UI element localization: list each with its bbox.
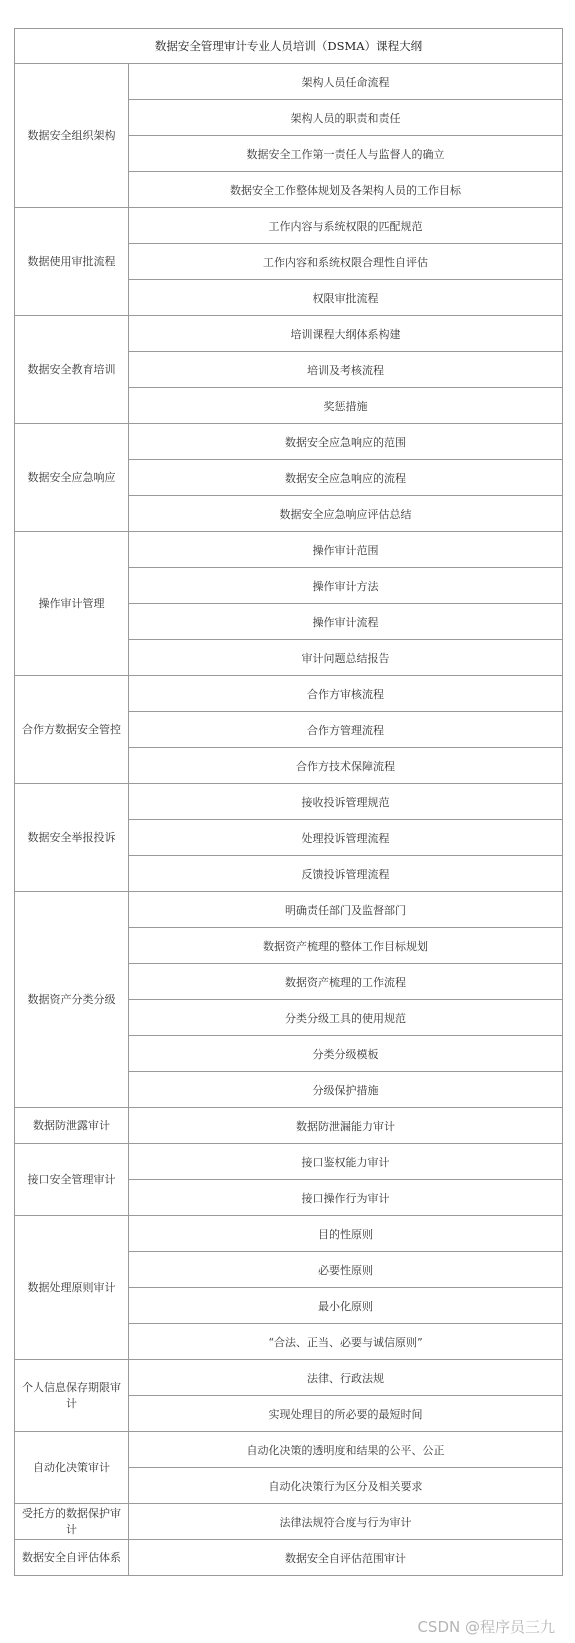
table-row: [15, 784, 563, 820]
table-row: [15, 424, 563, 460]
table-row: [15, 316, 563, 352]
topic-cell: 操作审计范围: [129, 532, 563, 568]
category-cell: 数据使用审批流程: [15, 208, 129, 316]
category-cell: 数据安全应急响应: [15, 424, 129, 532]
table-row: [15, 1540, 563, 1576]
table-row: [15, 892, 563, 928]
topic-cell: 最小化原则: [129, 1288, 563, 1324]
category-cell: 数据处理原则审计: [15, 1216, 129, 1360]
topic-cell: 处理投诉管理流程: [129, 820, 563, 856]
table-row: [15, 1108, 563, 1144]
table-row: [15, 532, 563, 568]
topic-cell: 权限审批流程: [129, 280, 563, 316]
category-cell: 合作方数据安全管控: [15, 676, 129, 784]
category-cell: 自动化决策审计: [15, 1432, 129, 1504]
table-body: [15, 64, 563, 1576]
topic-cell: 分类分级工具的使用规范: [129, 1000, 563, 1036]
topic-cell: 数据资产梳理的工作流程: [129, 964, 563, 1000]
category-cell: 受托方的数据保护审计: [15, 1504, 129, 1540]
topic-cell: 工作内容和系统权限合理性自评估: [129, 244, 563, 280]
topic-cell: 工作内容与系统权限的匹配规范: [129, 208, 563, 244]
topic-cell: 自动化决策行为区分及相关要求: [129, 1468, 563, 1504]
topic-cell: 架构人员任命流程: [129, 64, 563, 100]
table-row: [15, 64, 563, 100]
category-cell: 数据安全自评估体系: [15, 1540, 129, 1576]
category-cell: 个人信息保存期限审计: [15, 1360, 129, 1432]
table-row: [15, 1504, 563, 1540]
topic-cell: 数据资产梳理的整体工作目标规划: [129, 928, 563, 964]
table-title: 数据安全管理审计专业人员培训（DSMA）课程大纲: [15, 29, 563, 64]
category-cell: 接口安全管理审计: [15, 1144, 129, 1216]
syllabus-table: [14, 28, 563, 1576]
topic-cell: 合作方管理流程: [129, 712, 563, 748]
table-row: [15, 1144, 563, 1180]
category-cell: 数据安全组织架构: [15, 64, 129, 208]
topic-cell: 审计问题总结报告: [129, 640, 563, 676]
topic-cell: 数据安全工作整体规划及各架构人员的工作目标: [129, 172, 563, 208]
category-cell: 操作审计管理: [15, 532, 129, 676]
topic-cell: 数据安全应急响应的流程: [129, 460, 563, 496]
topic-cell: 自动化决策的透明度和结果的公平、公正: [129, 1432, 563, 1468]
topic-cell: 法律、行政法规: [129, 1360, 563, 1396]
topic-cell: 分类分级模板: [129, 1036, 563, 1072]
topic-cell: 接口操作行为审计: [129, 1180, 563, 1216]
topic-cell: 数据安全应急响应的范围: [129, 424, 563, 460]
topic-cell: 实现处理目的所必要的最短时间: [129, 1396, 563, 1432]
table-row: [15, 1432, 563, 1468]
category-cell: 数据防泄露审计: [15, 1108, 129, 1144]
topic-cell: 必要性原则: [129, 1252, 563, 1288]
table-row: [15, 676, 563, 712]
topic-cell: 培训课程大纲体系构建: [129, 316, 563, 352]
topic-cell: 操作审计流程: [129, 604, 563, 640]
topic-cell: 接收投诉管理规范: [129, 784, 563, 820]
topic-cell: 明确责任部门及监督部门: [129, 892, 563, 928]
topic-cell: 分级保护措施: [129, 1072, 563, 1108]
topic-cell: 数据安全自评估范围审计: [129, 1540, 563, 1576]
category-cell: 数据安全举报投诉: [15, 784, 129, 892]
topic-cell: 数据安全应急响应评估总结: [129, 496, 563, 532]
table-row: [15, 1216, 563, 1252]
topic-cell: 培训及考核流程: [129, 352, 563, 388]
topic-cell: 法律法规符合度与行为审计: [129, 1504, 563, 1540]
topic-cell: 架构人员的职责和责任: [129, 100, 563, 136]
topic-cell: 合作方技术保障流程: [129, 748, 563, 784]
title-row: [15, 29, 563, 64]
topic-cell: 奖惩措施: [129, 388, 563, 424]
topic-cell: 接口鉴权能力审计: [129, 1144, 563, 1180]
topic-cell: 目的性原则: [129, 1216, 563, 1252]
watermark: CSDN @程序员三九: [417, 1618, 555, 1636]
category-cell: 数据安全教育培训: [15, 316, 129, 424]
topic-cell: 合作方审核流程: [129, 676, 563, 712]
topic-cell: 数据安全工作第一责任人与监督人的确立: [129, 136, 563, 172]
table-row: [15, 208, 563, 244]
topic-cell: “合法、正当、必要与诚信原则”: [129, 1324, 563, 1360]
table-row: [15, 1360, 563, 1396]
topic-cell: 操作审计方法: [129, 568, 563, 604]
topic-cell: 反馈投诉管理流程: [129, 856, 563, 892]
topic-cell: 数据防泄漏能力审计: [129, 1108, 563, 1144]
category-cell: 数据资产分类分级: [15, 892, 129, 1108]
